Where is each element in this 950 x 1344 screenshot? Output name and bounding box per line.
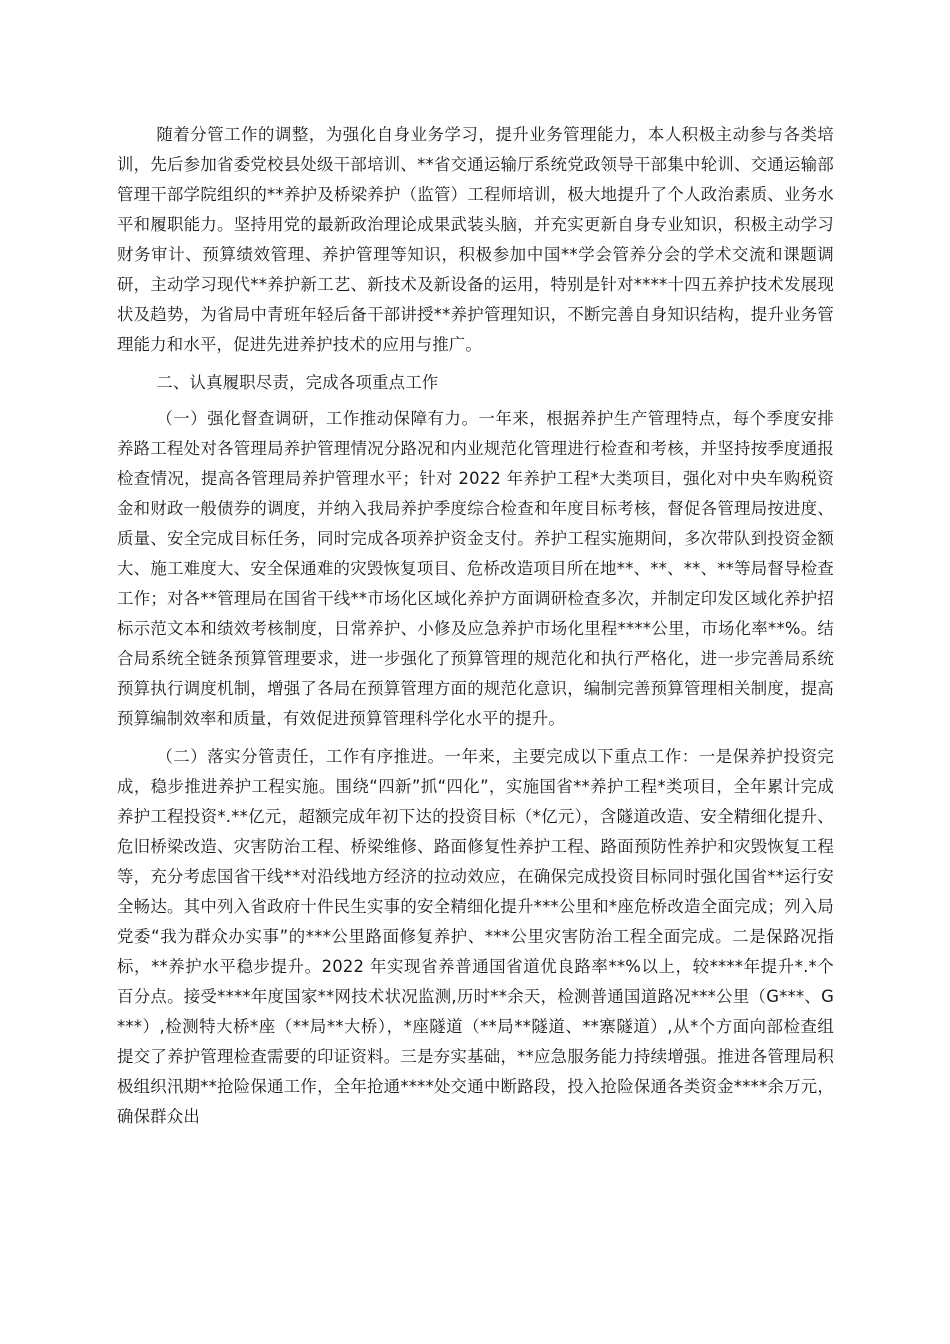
document-body <box>117 120 834 1132</box>
paragraph-training: 随着分管工作的调整，为强化自身业务学习，提升业务管理能力，本人积极主动参与各类培训，先后参加省委党校县处级干部培训、**省交通运输厅系统党政领导干部集中轮训、交通运输部管理干部学院组织的**养护及桥梁养护（监管）工程师培训，极大地提升了个人政治素质、业务水平和履职能力。坚持用党的最新政治理论成果武装头脑，并充实更新自身专业知识，积极主动学习财务审计、预算绩效管理、养护管理等知识，积极参加中国**学会管养分会的学术交流和课题调研，主动学习现代**养护新工艺、新技术及新设备的运用，特别是针对****十四五养护技术发展现状及趋势，为省局中青班年轻后备干部讲授**养护管理知识，不断完善自身知识结构，提升业务管理能力和水平，促进先进养护技术的应用与推广。 <box>117 125 834 354</box>
paragraph-responsibilities: （二）落实分管责任，工作有序推进。一年来，主要完成以下重点工作：一是保养护投资完成，稳步推进养护工程实施。围绕“四新”抓“四化”，实施国省**养护工程*类项目，全年累计完成养护工程投资*.**亿元，超额完成年初下达的投资目标（*亿元），含隧道改造、安全精细化提升、危旧桥梁改造、灾害防治工程、桥梁维修、路面修复性养护工程、路面预防性养护和灾毁恢复工程等，充分考虑国省干线**对沿线地方经济的拉动效应，在确保完成投资目标同时强化国省**运行安全畅达。其中列入省政府十件民生实事的安全精细化提升***公里和*座危桥改造全面完成；列入局党委“我为群众办实事”的***公里路面修复养护、***公里灾害防治工程全面完成。二是保路况指标，**养护水平稳步提升。2022 年实现省养普通国省道优良路率**%以上，较****年提升*.*个百分点。接受****年度国家**网技术状况监测,历时**余天，检测普通国道路况***公里（G***、G***）,检测特大桥*座（**局**大桥），*座隧道（**局**隧道、**寨隧道）,从*个方面向部检查组提交了养护管理检查需要的印证资料。三是夯实基础，**应急服务能力持续增强。推进各管理局积极组织汛期**抢险保通工作，全年抢通****处交通中断路段，投入抢险保通各类资金****余万元，确保群众出 <box>117 747 834 1126</box>
paragraph-supervision: （一）强化督查调研，工作推动保障有力。一年来，根据养护生产管理特点，每个季度安排养路工程处对各管理局养护管理情况分路况和内业规范化管理进行检查和考核，并坚持按季度通报检查情况，提高各管理局养护管理水平；针对 2022 年养护工程*大类项目，强化对中央车购税资金和财政一般债券的调度，并纳入我局养护季度综合检查和年度目标考核，督促各管理局按进度、质量、安全完成目标任务，同时完成各项养护资金支付。养护工程实施期间，多次带队到投资金额大、施工难度大、安全保通难的灾毁恢复项目、危桥改造项目所在地**、**、**、**等局督导检查工作；对各**管理局在国省干线**市场化区域化养护方面调研检查多次，并制定印发区域化养护招标示范文本和绩效考核制度，日常养护、小修及应急养护市场化里程****公里，市场化率**%。结合局系统全链条预算管理要求，进一步强化了预算管理的规范化和执行严格化，进一步完善局系统预算执行调度机制，增强了各局在预算管理方面的规范化意识，编制完善预算管理相关制度，提高预算编制效率和质量，有效促进预算管理科学化水平的提升。 <box>117 409 834 728</box>
section-heading-duties: 二、认真履职尽责，完成各项重点工作 <box>156 373 439 392</box>
